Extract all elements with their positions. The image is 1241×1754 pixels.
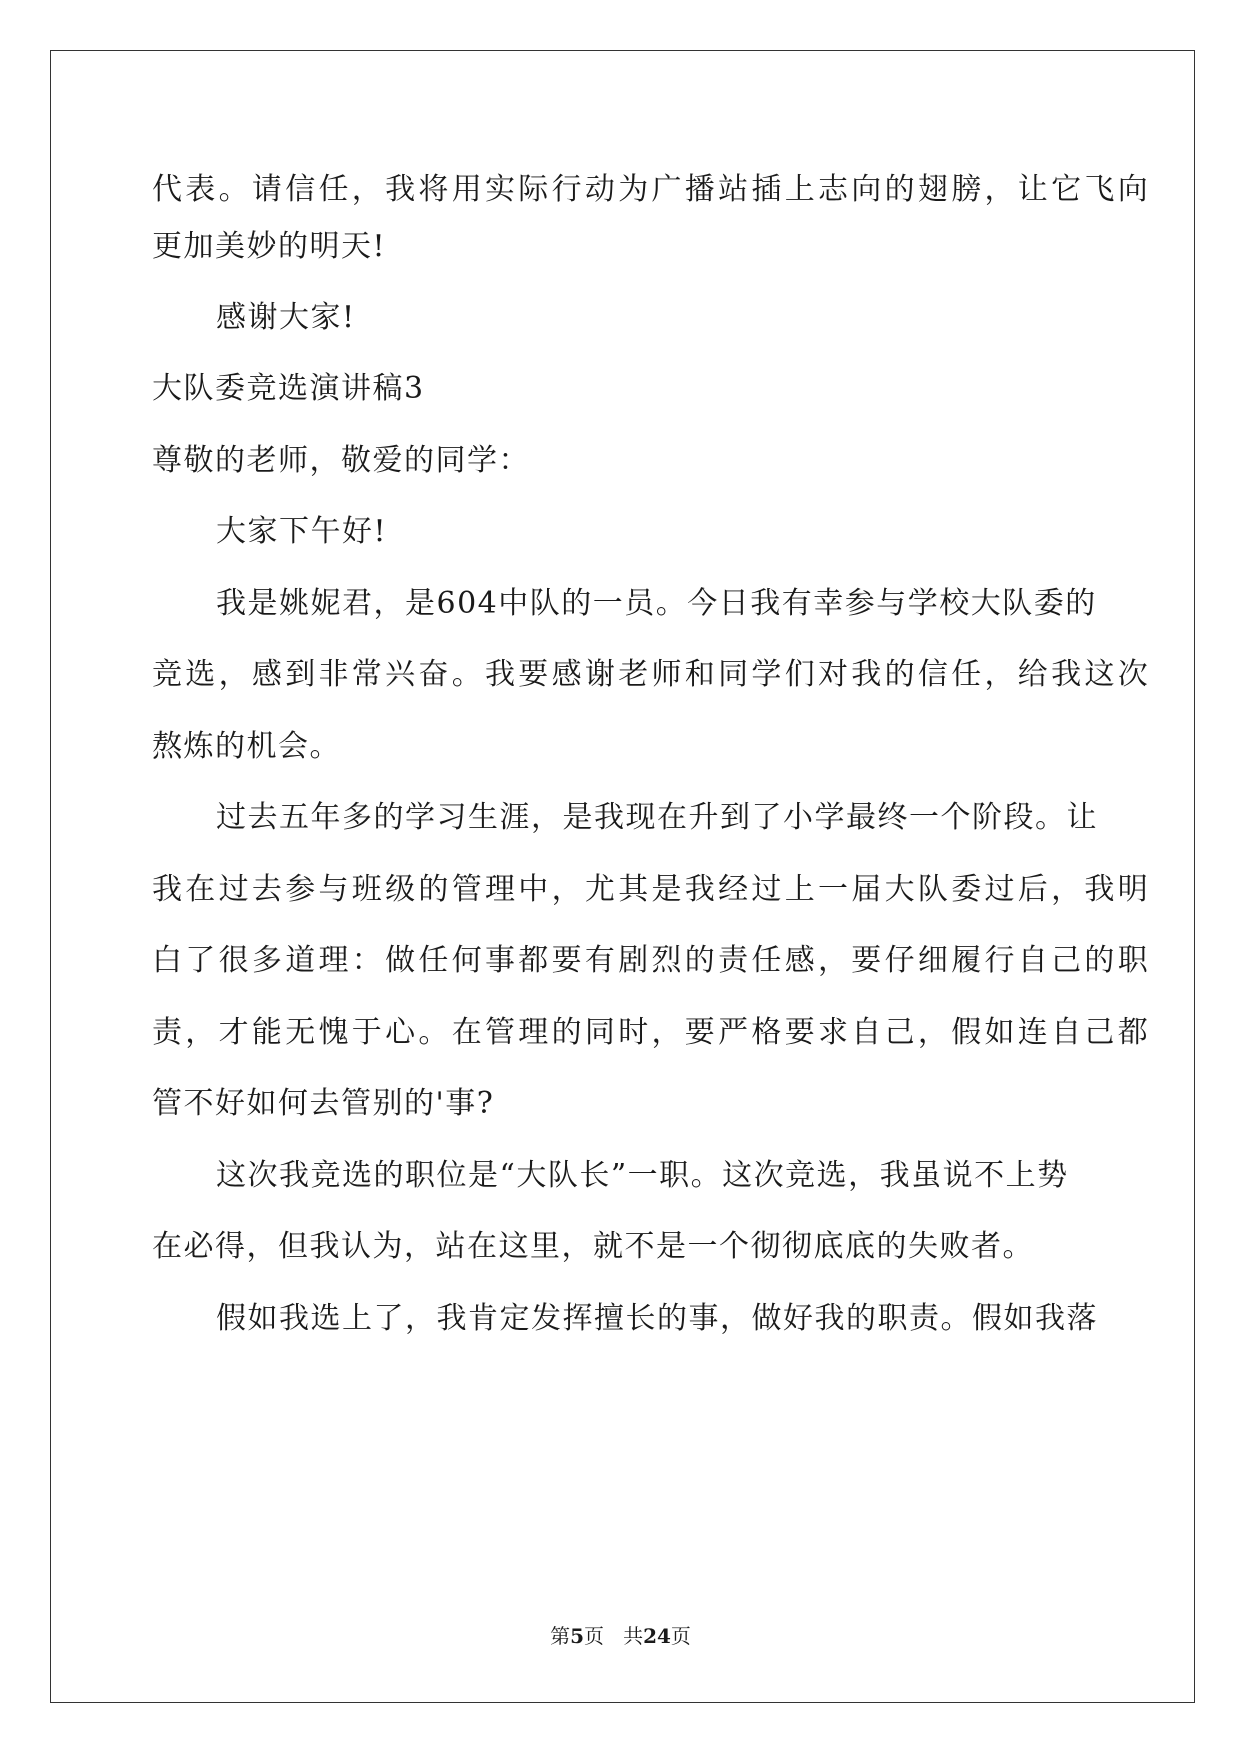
paragraph-line: 这次我竞选的职位是“大队长”一职。这次竞选，我虽说不上势 <box>216 1158 1069 1193</box>
page-footer <box>0 1622 1241 1650</box>
footer-total-prefix: 共 <box>623 1624 644 1648</box>
current-page: 5 <box>570 1624 584 1648</box>
paragraph-line: 更加美妙的明天! <box>152 229 387 264</box>
footer-total-suffix: 页 <box>670 1624 691 1648</box>
paragraph-line: 管不好如何去管别的'事? <box>152 1086 495 1121</box>
paragraph-line: 熬炼的机会。 <box>152 729 341 764</box>
paragraph-line: 竞选，感到非常兴奋。我要感谢老师和同学们对我的信任，给我这次 <box>152 657 1151 692</box>
footer-page-suffix: 页 <box>584 1624 604 1648</box>
total-pages: 24 <box>643 1624 671 1648</box>
section-title: 大队委竞选演讲稿3 <box>152 371 425 406</box>
footer-prefix: 第 <box>550 1624 571 1648</box>
paragraph-line: 责，才能无愧于心。在管理的同时，要严格要求自己，假如连自己都 <box>152 1015 1151 1050</box>
paragraph-line: 我在过去参与班级的管理中，尤其是我经过上一届大队委过后，我明 <box>152 872 1151 907</box>
paragraph-line: 白了很多道理：做任何事都要有剧烈的责任感，要仔细履行自己的职 <box>152 943 1151 978</box>
paragraph-line: 我是姚妮君，是604中队的一员。今日我有幸参与学校大队委的 <box>216 586 1097 621</box>
paragraph-line: 在必得，但我认为，站在这里，就不是一个彻彻底底的失败者。 <box>152 1229 1034 1264</box>
greeting: 大家下午好! <box>216 514 388 549</box>
paragraph-line: 感谢大家! <box>216 300 356 335</box>
paragraph-line: 过去五年多的学习生涯，是我现在升到了小学最终一个阶段。让 <box>216 800 1098 835</box>
salutation: 尊敬的老师，敬爱的同学： <box>152 443 530 478</box>
paragraph-line: 代表。请信任，我将用实际行动为广播站插上志向的翅膀，让它飞向 <box>152 172 1151 207</box>
paragraph-line: 假如我选上了，我肯定发挥擅长的事，做好我的职责。假如我落 <box>216 1301 1098 1336</box>
